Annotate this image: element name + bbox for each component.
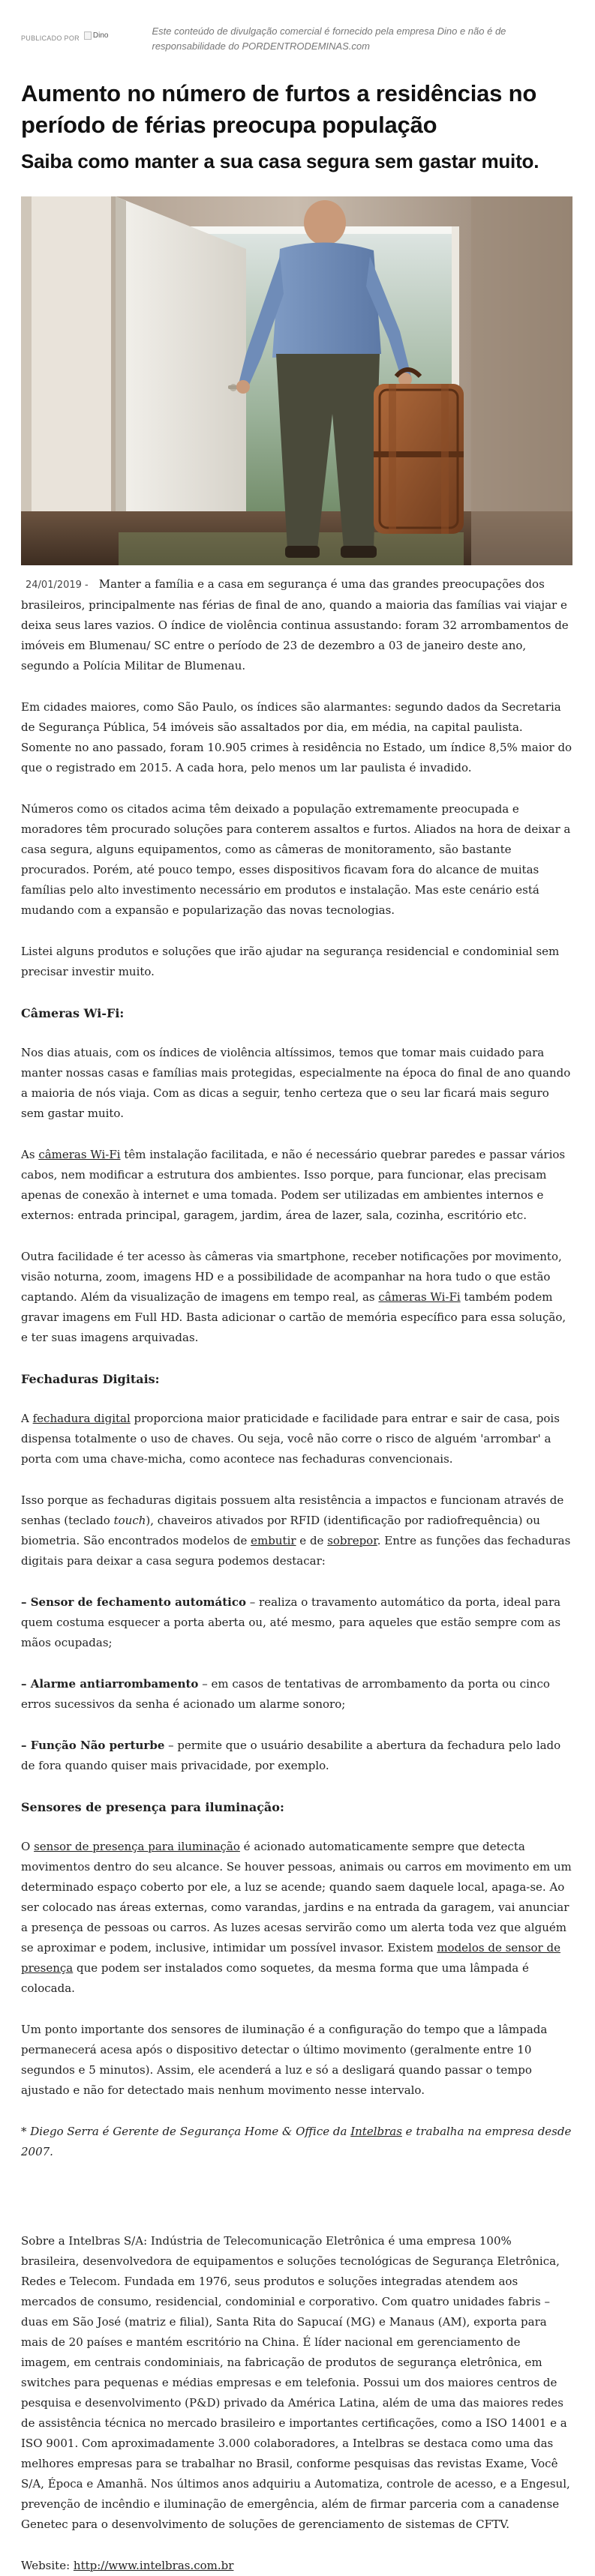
paragraph-sensor-intro: O sensor de presença para iluminação é acionado automaticamente sempre que detecta movimentos dentro do seu alcance. Se houver pessoas, animais ou carros em movimento em um determinado espaço coberto por ele, a luz se acende; quando saem daquele local, apaga-se. Ao ser colocado nas áreas externas, como varandas, jardins e na entrada da garagem, vai anunciar a presença de pessoas ou carros. As luzes acesas servirão como um alerta toda vez que alguém se aproximar e podem, inclusive, intimidar um possível invasor. Existem modelos de sensor de presença que podem ser instalados como soquetes, da mesma forma que uma lâmpada é colocada. bbox=[21, 1840, 572, 1995]
article-body bbox=[21, 574, 572, 2576]
paragraph-population: Números como os citados acima têm deixado a população extremamente preocupada e moradores têm procurado soluções para conterem assaltos e furtos. Aliados na hora de deixar a casa segura, alguns equipamentos, como as câmeras de monitoramento, são bastante procurados. Porém, até pouco tempo, esses dispositivos ficavam fora do alcance de muitas famílias pelo alto investimento necessário em produtos e instalação. Mas este cenário está mudando com a expansão e popularização das novas tecnologias. bbox=[21, 802, 571, 917]
broken-image-icon bbox=[84, 31, 92, 40]
link-cameras-wifi[interactable]: câmeras Wi-Fi bbox=[38, 1148, 121, 1161]
paragraph-sensor-tempo: Um ponto importante dos sensores de iluminação é a configuração do tempo que a lâmpada permanecerá acesa após o dispositivo detectar o último movimento (geralmente entre 10 segundos e 5 minutos). Assim, ele acenderá a luz e só a desligará quando passar o tempo ajustado e não for detectado mais nenhum movimento nesse intervalo. bbox=[21, 2023, 548, 2097]
link-sobrepor[interactable]: sobrepor bbox=[327, 1534, 377, 1547]
paragraph-cameras-intro: Nos dias atuais, com os índices de violência altíssimos, temos que tomar mais cuidado para manter nossas casas e famílias mais protegidas, especialmente na época do final de ano quando a maioria de nós viaja. Com as dicas a seguir, tenho certeza que o seu lar ficará mais seguro sem gastar muito. bbox=[21, 1046, 571, 1120]
author-credit: * Diego Serra é Gerente de Segurança Home & Office da Intelbras e trabalha na empresa desde 2007. bbox=[21, 2125, 572, 2158]
link-cameras-wifi-2[interactable]: câmeras Wi-Fi bbox=[378, 1290, 461, 1304]
publisher-disclaimer: Este conteúdo de divulgação comercial é fornecido pela empresa Dino e não é de responsabilidade do PORDENTRODEMINAS.com bbox=[152, 25, 506, 52]
hero-image bbox=[21, 196, 572, 565]
bullet-nao-perturbe: – Função Não perturbe – permite que o usuário desabilite a abertura da fechadura pelo lado de fora quando quiser mais privacidade, por exemplo. bbox=[21, 1739, 561, 1772]
paragraph-cameras-install: As câmeras Wi-Fi têm instalação facilitada, e não é necessário quebrar paredes e passar vários cabos, nem modificar a estrutura dos ambientes. Isso porque, para funcionar, elas precisam apenas de conexão à internet e uma tomada. Podem ser utilizadas em ambientes internos e externos: entrada principal, garagem, jardim, área de lazer, sala, cozinha, escritório etc. bbox=[21, 1148, 566, 1222]
paragraph-products: Listei alguns produtos e soluções que irão ajudar na segurança residencial e condominial sem precisar investir muito. bbox=[21, 945, 560, 978]
paragraph-cameras-smartphone: Outra facilidade é ter acesso às câmeras via smartphone, receber notificações por movimento, visão noturna, zoom, imagens HD e a possibilidade de acompanhar na hora tudo o que estão captando. Além da visualização de imagens em tempo real, as câmeras Wi-Fi também podem gravar imagens em Full HD. Basta adicionar o cartão de memória específico para essa solução, e ter suas imagens arquivadas. bbox=[21, 1250, 566, 1344]
spacer bbox=[21, 2183, 572, 2231]
article-title: Aumento no número de furtos a residências no período de férias preocupa população bbox=[21, 80, 537, 138]
publisher-bar bbox=[21, 0, 572, 69]
website-line: Website: http://www.intelbras.com.br bbox=[21, 2559, 234, 2572]
heading-fechaduras: Fechaduras Digitais: bbox=[21, 1372, 160, 1386]
article-subtitle: Saiba como manter a sua casa segura sem gastar muito. bbox=[21, 150, 539, 172]
paragraph-fechadura-intro: A fechadura digital proporciona maior praticidade e facilidade para entrar e sair de casa, pois dispensa totalmente o uso de chaves. Ou seja, você não corre o risco de alguém 'arrombar' a porta com uma chave-micha, como acontece nas fechaduras convencionais. bbox=[21, 1412, 560, 1466]
link-intelbras[interactable]: Intelbras bbox=[350, 2125, 402, 2138]
heading-sensores: Sensores de presença para iluminação: bbox=[21, 1800, 284, 1814]
bullet-sensor-fechamento: – Sensor de fechamento automático – realiza o travamento automático da porta, ideal para quem costuma esquecer a porta aberta ou, até mesmo, para aqueles que estão sempre com as mãos ocupadas; bbox=[21, 1595, 561, 1649]
link-website[interactable]: http://www.intelbras.com.br bbox=[73, 2559, 234, 2572]
article-date: 24/01/2019 - bbox=[26, 580, 89, 591]
publisher-logo-alt: Dino bbox=[92, 31, 109, 40]
link-modelos-sensor[interactable]: modelos de sensor de presença bbox=[21, 1941, 560, 1975]
published-by-label: PUBLICADO POR bbox=[21, 34, 80, 42]
link-fechadura-digital[interactable]: fechadura digital bbox=[32, 1412, 131, 1425]
paragraph-about-intelbras: Sobre a Intelbras S/A: Indústria de Telecomunicação Eletrônica é uma empresa 100% brasileira, desenvolvedora de equipamentos e soluções tecnológicas de Segurança Eletrônica, Redes e Telecom. Fundada em 1976, seus produtos e soluções integradas atendem aos mercados de consumo, residencial, condominial e corporativo. Com quatro unidades fabris – duas em São José (matriz e filial), Santa Rita do Sapucaí (MG) e Manaus (AM), exporta para mais de 20 países e mantém escritório na China. É líder nacional em gerenciamento de imagem, em centrais condominiais, na fabricação de produtos de segurança eletrônica, em switches para pequenas e médias empresas e em telefonia. Possui um dos maiores centros de pesquisa e desenvolvimento (P&D) privado da América Latina, além de uma das maiores redes de assistência técnica no mercado brasileiro e importantes certificações, como a ISO 14001 e a ISO 9001. Com aproximadamente 3.000 colaboradores, a Intelbras se destaca como uma das melhores empresas para se trabalhar no Brasil, conforme pesquisas das revistas Exame, Você S/A, Época e Amanhã. Nos últimos anos adquiriu a Automatiza, controle de acesso, e a Engesul, prevenção de incêndio e iluminação de emergência, além de firmar parceria com a canadense Genetec para o desenvolvimento de soluções de gerenciamento de sistemas de CFTV. bbox=[21, 2234, 570, 2531]
link-embutir[interactable]: embutir bbox=[251, 1534, 296, 1547]
publisher-logo[interactable] bbox=[84, 31, 109, 40]
link-sensor-presenca[interactable]: sensor de presença para iluminação bbox=[34, 1840, 240, 1853]
paragraph-sao-paulo: Em cidades maiores, como São Paulo, os índices são alarmantes: segundo dados da Secretaria de Segurança Pública, 54 imóveis são assaltados por dia, em média, na capital paulista. Somente no ano passado, foram 10.905 crimes à residência no Estado, um índice 8,5% maior do que o registrado em 2015. A cada hora, pelo menos um lar paulista é invadido. bbox=[21, 700, 572, 774]
paragraph-fechadura-funcoes: Isso porque as fechaduras digitais possuem alta resistência a impactos e funcionam através de senhas (teclado touch), chaveiros ativados por RFID (identificação por radiofrequência) ou biometria. São encontrados modelos de embutir e de sobrepor. Entre as funções das fechaduras digitais para deixar a casa segura podemos destacar: bbox=[21, 1493, 571, 1568]
article-page bbox=[21, 0, 572, 2576]
heading-cameras: Câmeras Wi-Fi: bbox=[21, 1006, 125, 1020]
paragraph-intro: 24/01/2019 - Manter a família e a casa em segurança é uma das grandes preocupações dos brasileiros, principalmente nas férias de final de ano, quando a maioria das famílias vai viajar e deixa seus lares vazios. O índice de violência continua assustando: foram 32 arrombamentos de imóveis em Blumenau/ SC entre o período de 23 de dezembro a 03 de janeiro deste ano, segundo a Polícia Militar de Blumenau. bbox=[21, 577, 569, 672]
bullet-alarme: – Alarme antiarrombamento – em casos de tentativas de arrombamento da porta ou cinco erros sucessivos da senha é acionado um alarme sonoro; bbox=[21, 1677, 550, 1711]
